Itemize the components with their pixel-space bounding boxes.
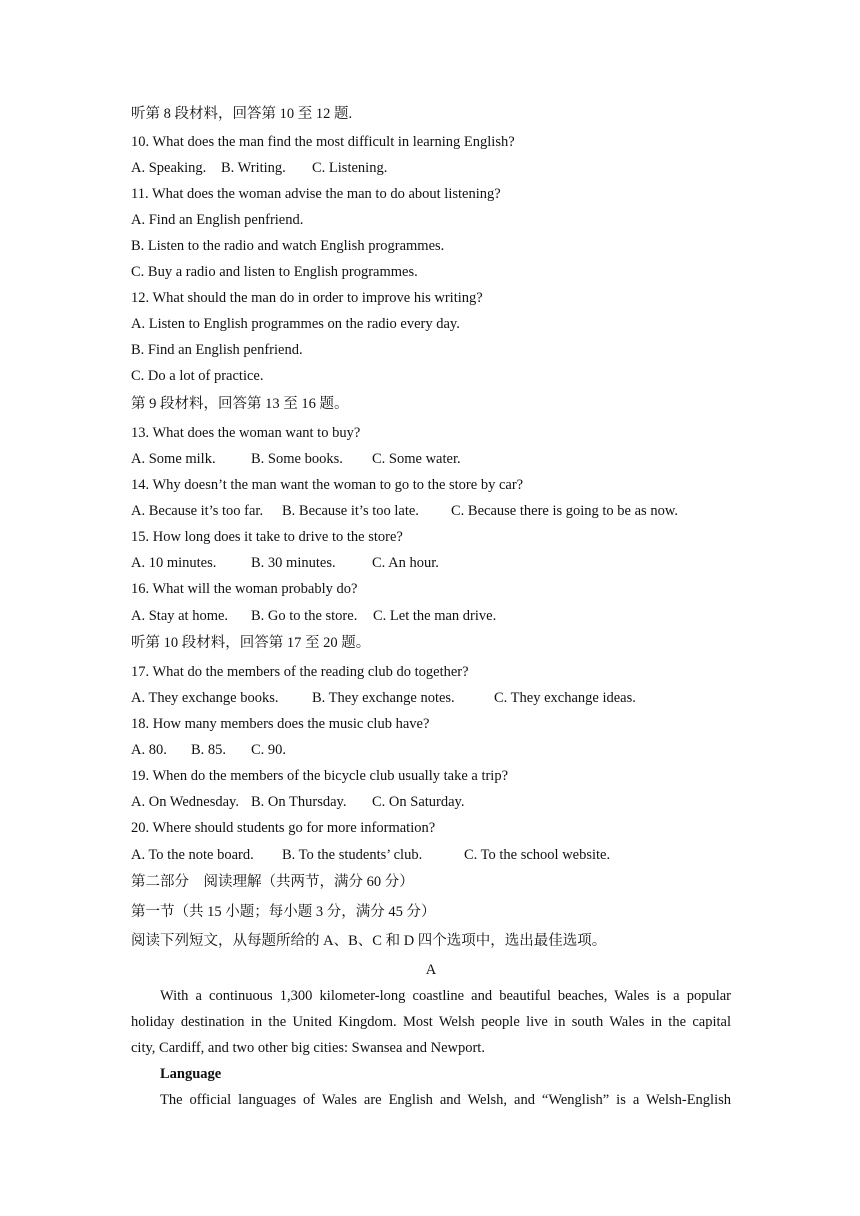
question-16-options: [131, 606, 496, 626]
passage-heading-language: Language: [160, 1066, 222, 1082]
q11-option-a: A. Find an English penfriend.: [131, 212, 304, 228]
question-15: 15. How long does it take to drive to the store?: [131, 529, 403, 545]
question-16: 16. What will the woman probably do?: [131, 581, 358, 597]
q11-option-c: C. Buy a radio and listen to English programmes.: [131, 264, 418, 280]
q13-option-b: B. Some books.: [251, 451, 343, 467]
question-11: 11. What does the woman advise the man to do about listening?: [131, 186, 501, 202]
passage-paragraph-1-line-1: With a continuous 1,300 kilometer-long coastline and beautiful beaches, Wales is a popular: [160, 988, 731, 1004]
q14-option-a: A. Because it’s too far.: [131, 503, 264, 519]
question-12: 12. What should the man do in order to improve his writing?: [131, 290, 483, 306]
question-20-options: [131, 845, 610, 865]
question-17-options: [131, 688, 636, 708]
q10-option-c: C. Listening.: [312, 160, 388, 176]
question-17: 17. What do the members of the reading club do together?: [131, 664, 469, 680]
section9-header: 第 9 段材料，回答第 13 至 16 题。: [131, 396, 349, 412]
passage-paragraph-2-line-1: The official languages of Wales are English and Welsh, and “Wenglish” is a Welsh-English: [160, 1092, 731, 1108]
question-14-options: [131, 501, 678, 521]
q15-option-a: A. 10 minutes.: [131, 555, 217, 571]
q19-option-c: C. On Saturday.: [372, 794, 465, 810]
q18-option-c: C. 90.: [251, 742, 287, 758]
question-18: 18. How many members does the music club have?: [131, 716, 430, 732]
part2-header: 第二部分 阅读理解（共两节，满分 60 分）: [131, 874, 414, 890]
q11-option-b: B. Listen to the radio and watch English programmes.: [131, 238, 445, 254]
q14-option-c: C. Because there is going to be as now.: [451, 503, 678, 519]
q17-option-b: B. They exchange notes.: [312, 690, 455, 706]
q16-option-c: C. Let the man drive.: [373, 608, 497, 624]
q17-option-a: A. They exchange books.: [131, 690, 279, 706]
q20-option-b: B. To the students’ club.: [282, 847, 423, 863]
passage-paragraph-1-line-2: holiday destination in the United Kingdom. Most Welsh people live in south Wales in the capital: [131, 1014, 731, 1030]
question-15-options: [131, 553, 439, 573]
question-20: 20. Where should students go for more information?: [131, 820, 436, 836]
passage-paragraph-1-line-3: city, Cardiff, and two other big cities: Swansea and Newport.: [131, 1040, 485, 1056]
q16-option-a: A. Stay at home.: [131, 608, 229, 624]
reading-instruction: 阅读下列短文，从每题所给的 A、B、C 和 D 四个选项中，选出最佳选项。: [131, 933, 607, 949]
question-13-options: [131, 449, 461, 469]
q13-option-c: C. Some water.: [372, 451, 461, 467]
q10-option-a: A. Speaking.: [131, 160, 207, 176]
question-10: 10. What does the man find the most difficult in learning English?: [131, 134, 515, 150]
q12-option-b: B. Find an English penfriend.: [131, 342, 303, 358]
passage-letter: A: [425, 962, 437, 978]
q14-option-b: B. Because it’s too late.: [282, 503, 419, 519]
q16-option-b: B. Go to the store.: [251, 608, 358, 624]
q18-option-b: B. 85.: [191, 742, 227, 758]
q10-option-b: B. Writing.: [221, 160, 286, 176]
question-13: 13. What does the woman want to buy?: [131, 425, 361, 441]
section1-header: 第一节（共 15 小题；每小题 3 分，满分 45 分）: [131, 904, 436, 920]
exam-page: [131, 0, 731, 1216]
q20-option-c: C. To the school website.: [464, 847, 611, 863]
question-14: 14. Why doesn’t the man want the woman to go to the store by car?: [131, 477, 524, 493]
q15-option-b: B. 30 minutes.: [251, 555, 336, 571]
q20-option-a: A. To the note board.: [131, 847, 254, 863]
question-19: 19. When do the members of the bicycle club usually take a trip?: [131, 768, 509, 784]
q17-option-c: C. They exchange ideas.: [494, 690, 636, 706]
question-10-options: [131, 158, 387, 178]
question-19-options: [131, 792, 465, 812]
q12-option-a: A. Listen to English programmes on the radio every day.: [131, 316, 460, 332]
section10-header: 听第 10 段材料，回答第 17 至 20 题。: [131, 635, 371, 651]
q19-option-a: A. On Wednesday.: [131, 794, 239, 810]
section8-header: 听第 8 段材料，回答第 10 至 12 题.: [131, 106, 353, 122]
q18-option-a: A. 80.: [131, 742, 167, 758]
q12-option-c: C. Do a lot of practice.: [131, 368, 264, 384]
q13-option-a: A. Some milk.: [131, 451, 216, 467]
q19-option-b: B. On Thursday.: [251, 794, 347, 810]
question-18-options: [131, 740, 286, 760]
q15-option-c: C. An hour.: [372, 555, 439, 571]
